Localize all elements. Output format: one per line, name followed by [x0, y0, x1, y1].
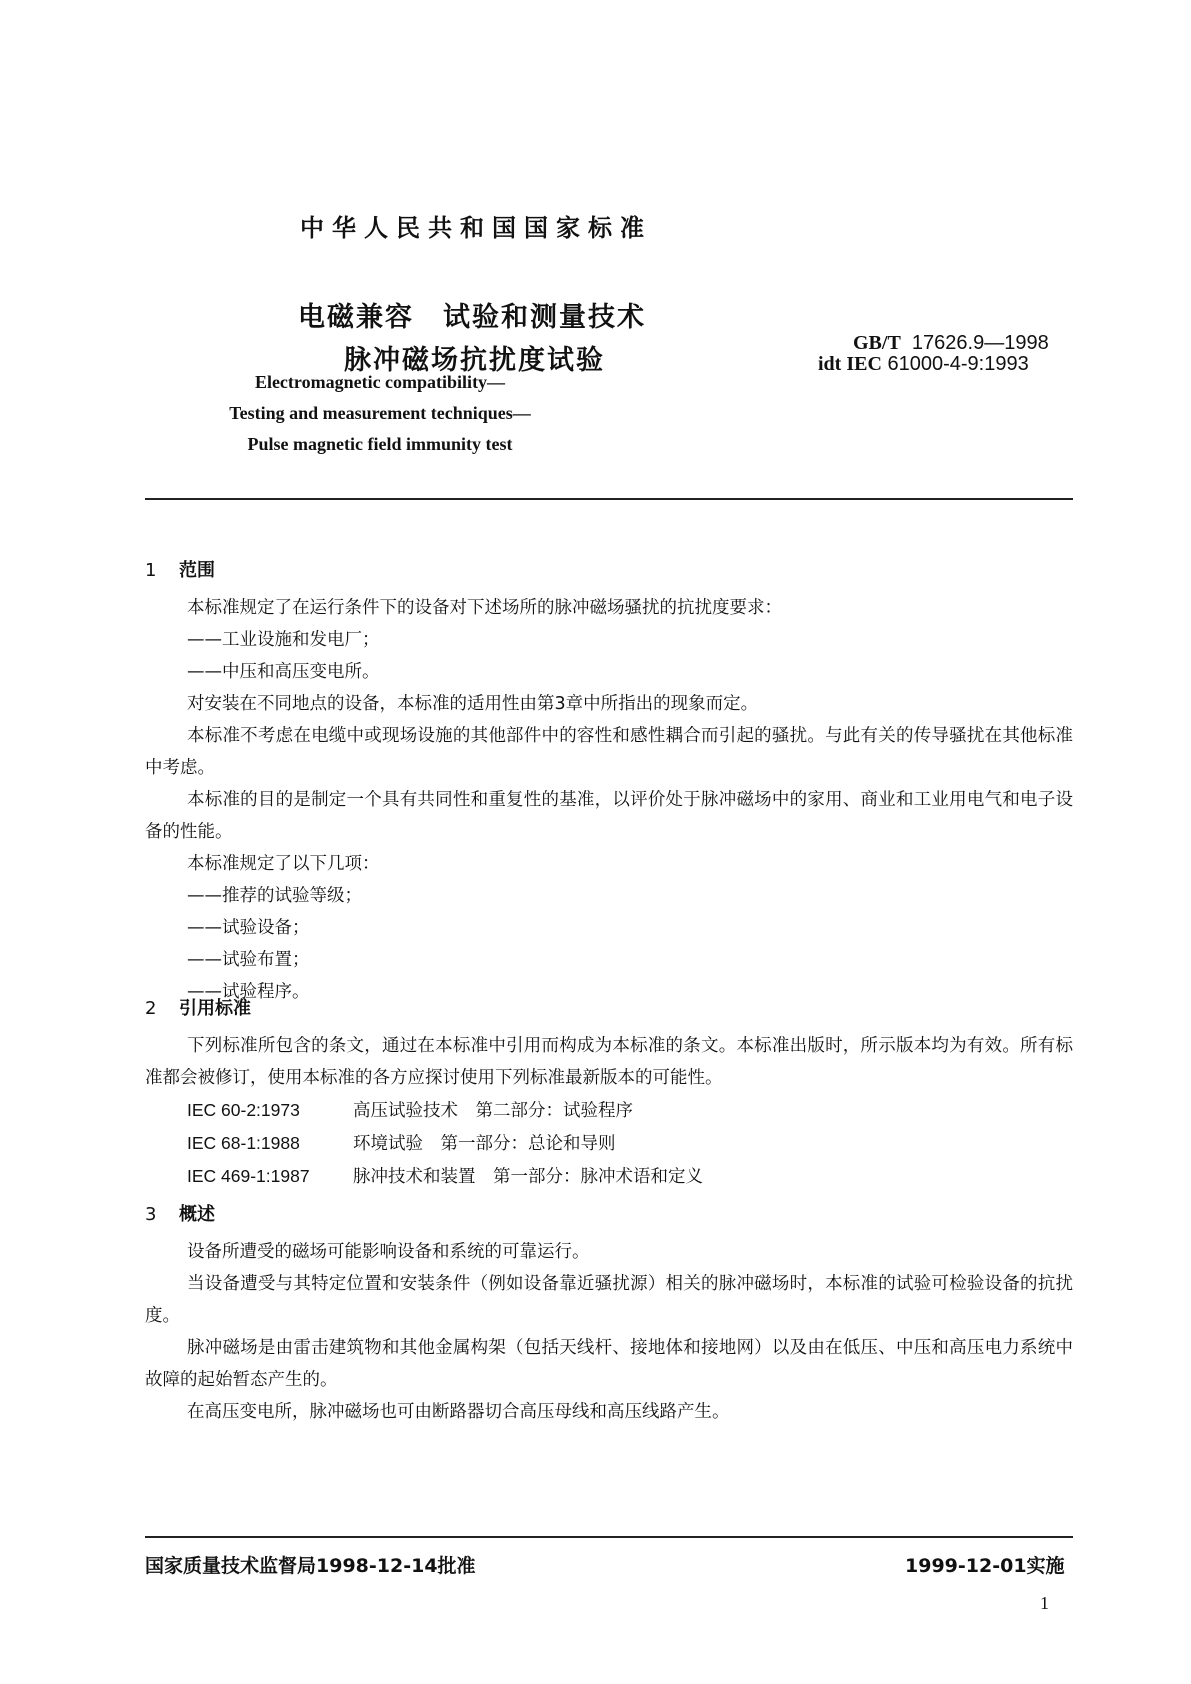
title-en-line1: Electromagnetic compatibility—: [254, 372, 506, 392]
section-3-body: [145, 1236, 1073, 1428]
reference-code: IEC 68-1:1988: [187, 1133, 300, 1153]
reference-code: IEC 60-2:1973: [187, 1100, 300, 1120]
idt-code: [818, 353, 1029, 376]
reference-item: [145, 1160, 1073, 1193]
paragraph: 脉冲磁场是由雷击建筑物和其他金属构架（包括天线杆、接地体和接地网）以及由在低压、中压和高压电力系统中故障的起始暂态产生的。: [145, 1338, 1073, 1390]
paragraph: 本标准不考虑在电缆中或现场设施的其他部件中的容性和感性耦合而引起的骚扰。与此有关的传导骚扰在其他标准中考虑。: [145, 726, 1073, 778]
section-heading: [145, 556, 215, 582]
list-item: ——试验布置；: [187, 950, 310, 970]
national-standard-label: 中华人民共和国国家标准: [300, 214, 652, 242]
paragraph: 设备所遭受的磁场可能影响设备和系统的可靠运行。: [187, 1242, 590, 1262]
implementation-date: 1999-12-01实施: [905, 1555, 1065, 1577]
reference-item: [145, 1094, 1073, 1127]
standard-code-number: 17626.9—1998: [911, 332, 1049, 354]
title-en-line2: Testing and measurement techniques—: [229, 403, 531, 423]
reference-title: 高压试验技术 第二部分：试验程序: [353, 1101, 633, 1121]
paragraph: 本标准的目的是制定一个具有共同性和重复性的基准，以评价处于脉冲磁场中的家用、商业和工业用电气和电子设备的性能。: [145, 790, 1073, 842]
paragraph: 对安装在不同地点的设备，本标准的适用性由第3章中所指出的现象而定。: [187, 694, 759, 714]
standard-code: [853, 332, 1049, 355]
approval-date: 国家质量技术监督局1998-12-14批准: [145, 1555, 476, 1577]
section-heading: [145, 1200, 215, 1226]
paragraph: 在高压变电所，脉冲磁场也可由断路器切合高压母线和高压线路产生。: [187, 1402, 730, 1422]
section-heading: [145, 994, 251, 1020]
footer-divider: [145, 1536, 1073, 1538]
reference-title: 脉冲技术和装置 第一部分：脉冲术语和定义: [353, 1167, 703, 1187]
section-2-body: [145, 1030, 1073, 1193]
title-en-line3: Pulse magnetic field immunity test: [247, 434, 513, 454]
section-number: 2: [145, 998, 157, 1019]
reference-title: 环境试验 第一部分：总论和导则: [353, 1134, 616, 1154]
list-item: ——试验程序。: [187, 982, 310, 1002]
paragraph: 本标准规定了以下几项：: [187, 854, 380, 874]
section-title: 概述: [179, 1204, 215, 1225]
list-item: ——中压和高压变电所。: [187, 662, 380, 682]
reference-item: [145, 1127, 1073, 1160]
reference-code: IEC 469-1:1987: [187, 1166, 310, 1186]
section-title: 范围: [179, 560, 215, 581]
list-item: ——工业设施和发电厂；: [187, 630, 380, 650]
idt-code-prefix: idt IEC: [818, 353, 882, 375]
list-item: ——推荐的试验等级；: [187, 886, 362, 906]
title-cn-line1: 电磁兼容 试验和测量技术: [298, 302, 646, 333]
header-divider: [145, 498, 1073, 500]
section-number: 3: [145, 1204, 157, 1225]
paragraph: 当设备遭受与其特定位置和安装条件（例如设备靠近骚扰源）相关的脉冲磁场时，本标准的试验可检验设备的抗扰度。: [145, 1274, 1073, 1326]
paragraph: 本标准规定了在运行条件下的设备对下述场所的脉冲磁场骚扰的抗扰度要求：: [187, 598, 782, 618]
standard-code-prefix: GB/T: [853, 332, 901, 354]
page-number: 1: [1040, 1593, 1049, 1613]
title-cn-line2: 脉冲磁场抗扰度试验: [344, 345, 605, 376]
section-number: 1: [145, 560, 157, 581]
section-title: 引用标准: [179, 998, 251, 1019]
idt-code-number: 61000-4-9:1993: [887, 353, 1029, 375]
paragraph: 下列标准所包含的条文，通过在本标准中引用而构成为本标准的条文。本标准出版时，所示版本均为有效。所有标准都会被修订，使用本标准的各方应探讨使用下列标准最新版本的可能性。: [145, 1036, 1073, 1088]
list-item: ——试验设备；: [187, 918, 310, 938]
section-1-body: [145, 592, 1073, 1008]
